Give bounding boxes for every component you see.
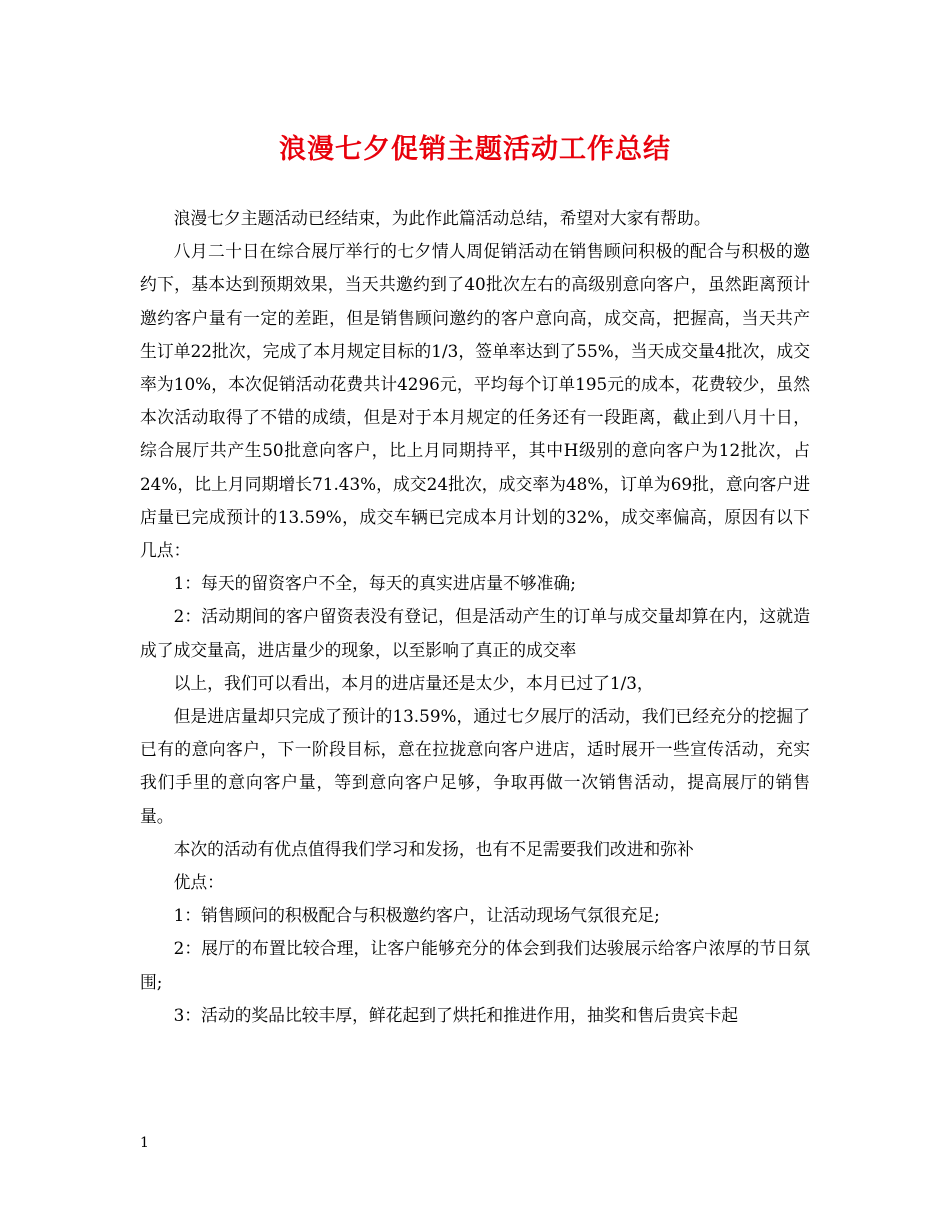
paragraph-reason-2: 2：活动期间的客户留资表没有登记，但是活动产生的订单与成交量却算在内，这就造成了成交量高，进店量少的现象，以至影响了真正的成交率	[140, 606, 810, 660]
document-body	[140, 202, 810, 1032]
page-number: 1	[140, 1135, 149, 1151]
paragraph-advantage-2: 2：展厅的布置比较合理，让客户能够充分的体会到我们达骏展示给客户浓厚的节日氛围;	[140, 938, 810, 992]
paragraph-event-summary: 八月二十日在综合展厅举行的七夕情人周促销活动在销售顾问积极的配合与积极的邀约下，基本达到预期效果，当天共邀约到了40批次左右的高级别意向客户，虽然距离预计邀约客户量有一定的差距，但是销售顾问邀约的客户意向高，成交高，把握高，当天共产生订单22批次，完成了本月规定目标的1/3，签单率达到了55%，当天成交量4批次，成交率为10%，本次促销活动花费共计4296元，平均每个订单195元的成本，花费较少，虽然本次活动取得了不错的成绩，但是对于本月规定的任务还有一段距离，截止到八月十日，综合展厅共产生50批意向客户，比上月同期持平，其中H级别的意向客户为12批次，占24%，比上月同期增长71.43%，成交24批次，成交率为48%，订单为69批，意向客户进店量已完成预计的13.59%，成交车辆已完成本月计划的32%，成交率偏高，原因有以下几点：	[140, 241, 810, 561]
paragraph-reason-1: 1：每天的留资客户不全，每天的真实进店量不够准确;	[173, 573, 576, 594]
paragraph-analysis: 以上，我们可以看出，本月的进店量还是太少，本月已过了1/3，	[173, 672, 654, 693]
paragraph-next-steps: 但是进店量却只完成了预计的13.59%，通过七夕展厅的活动，我们已经充分的挖掘了已有的意向客户，下一阶段目标，意在拉拢意向客户进店，适时展开一些宣传活动，充实我们手里的意向客户量，等到意向客户足够，争取再做一次销售活动，提高展厅的销售量。	[140, 706, 810, 826]
paragraph-intro: 浪漫七夕主题活动已经结束，为此作此篇活动总结，希望对大家有帮助。	[173, 208, 711, 228]
paragraph-review-intro: 本次的活动有优点值得我们学习和发扬，也有不足需要我们改进和弥补	[173, 838, 694, 859]
paragraph-advantages-heading: 优点：	[173, 872, 224, 893]
paragraph-advantage-3: 3：活动的奖品比较丰厚，鲜花起到了烘托和推进作用，抽奖和售后贵宾卡起	[173, 1004, 739, 1025]
document-title: 浪漫七夕促销主题活动工作总结	[279, 134, 671, 165]
paragraph-advantage-1: 1：销售顾问的积极配合与积极邀约客户，让活动现场气氛很充足;	[173, 905, 660, 926]
